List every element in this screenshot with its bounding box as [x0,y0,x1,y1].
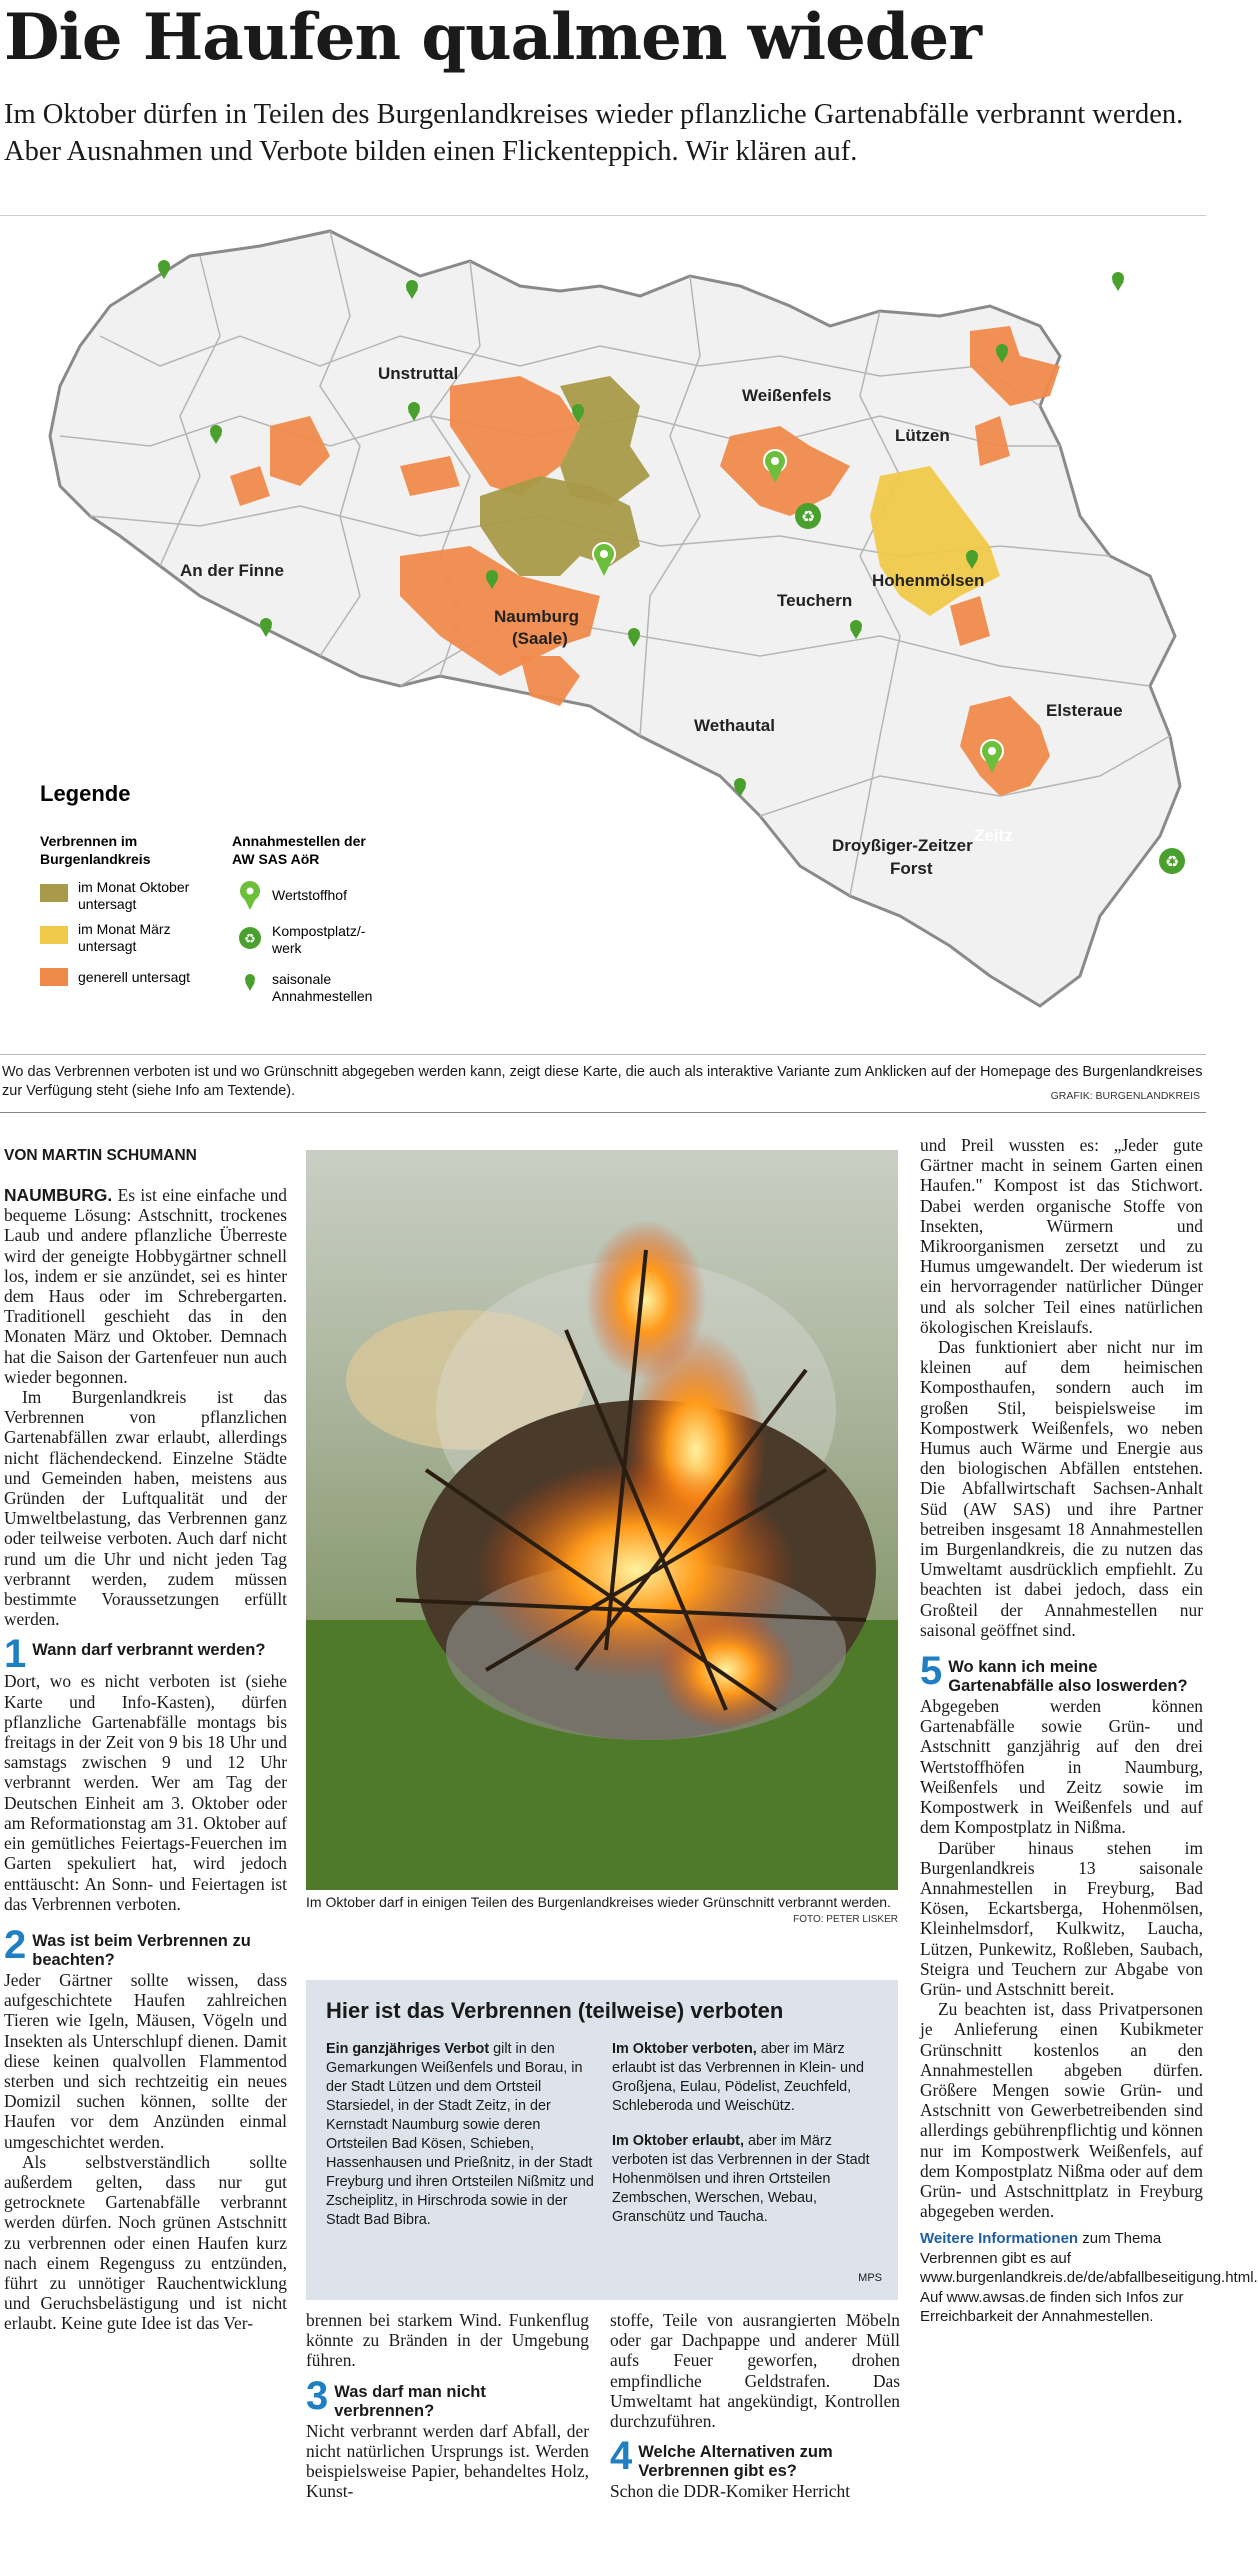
map-label: Droyßiger-Zeitzer [832,836,973,855]
legend-item-label: im Monat Oktober [78,879,190,895]
divider [0,1112,1206,1113]
column-1 [4,1185,287,2334]
bold-lead: Im Oktober erlaubt, [612,2133,744,2149]
map-label: Elsteraue [1046,701,1123,720]
further-info [920,2229,1258,2327]
svg-text:♻: ♻ [1164,852,1180,871]
legend-swatch-october [40,884,68,902]
paragraph-text: gilt in den Gemarkungen Weißenfels und Borau, in der Stadt Lützen und dem Ortsteil Starsiedel, in der Stadt Zeitz, in der Kernstadt Naumburg sowie deren Ortsteilen Bad Kösen, Schieben, Hassenhausen und Prießnitz, in der Stadt Freyburg und ihren Ortsteilen Nißmitz und Zscheiplitz, in Hirschroda sowie in der Stadt Bad Bibra. [326,2041,594,2228]
further-info-label: Weitere Informationen [920,2230,1079,2248]
map-label: Zeitz [974,826,1013,845]
question-text: Wann darf verbrannt werden? [32,1641,266,1660]
map-label: Unstruttal [378,364,459,383]
paragraph: Im Burgenlandkreis ist das Verbrennen von pflanzlichen Gartenabfällen zwar erlaubt, allerdings nicht flächendeckend. Einzelne Städte und Gemeinden haben, meistens aus Gründen der Luftqualität und der Umweltbelastung, das Verbrennen ganz oder teilweise verboten. Auch darf nicht rund um die Uhr und nicht jeden Tag verbrannt werden, zudem müssen bestimmte Voraussetzungen erfüllt werden. [4,1387,287,1630]
photo-caption: Im Oktober darf in einigen Teilen des Burgenlandkreises wieder Grünschnitt verbrannt werden. [306,1894,891,1910]
paragraph: Zu beachten ist, dass Privatpersonen je Anlieferung einen Kubikmeter Grünschnitt kostenlos an den Annahmestellen abgeben dürfen. Größere Mengen sowie Grün- und Astschnitt von Gewerbetreibenden sind allerdings gebührenpflichtig und können nur im Kompostwerk Weißenfels, auf dem Kompostplatz Nißma oder auf dem Grün- und Astschnittplatz in Freyburg abgegeben werden. [920,1999,1203,2222]
map-pin-icon [240,881,260,910]
small-pin-icon [245,974,255,991]
question-heading [4,1922,287,1970]
headline: Die Haufen qualmen wieder [4,0,981,75]
map-caption: Wo das Verbrennen verboten ist und wo Grünschnitt abgegeben werden kann, zeigt diese Karte, die auch als interaktive Variante zum Anklicken auf der Homepage des Burgenlandkreises zur Verfügung steht (siehe Info am Textende). [2,1064,1203,1099]
bold-lead: Im Oktober verboten, [612,2041,757,2057]
question-heading [920,1649,1203,1696]
info-box-right [612,2040,882,2243]
paragraph-text: aber im März verboten ist das Verbrennen in der Stadt Hohenmölsen und ihren Ortsteilen Zembschen, Werschen, Webau, Granschütz und Taucha. [612,2133,870,2225]
map-label: Wethautal [694,716,775,735]
paragraph: Als selbstverständlich sollte außerdem gelten, dass nur gut getrocknete Gartenabfälle verbrannt werden dürfen. Noch grünen Astschnitt zu verbrennen oder einen Haufen kurz nach einem Regenguss zu entzünden, führt zu unnötiger Rauchentwicklung und Geruchsbelästigung und ist nicht erlaubt. Keine gute Idee ist das Ver- [4,2151,287,2334]
map-graphic [0,216,1206,1056]
question-heading [306,2373,589,2421]
paragraph [612,2040,882,2116]
recycle-icon [795,503,821,529]
legend-item-label: Wertstoffhof [272,887,347,903]
column-4 [920,1135,1258,2327]
svg-text:♻: ♻ [244,932,256,947]
small-pin-icon [1112,272,1124,291]
paragraph: Jeder Gärtner sollte wissen, dass aufgeschichtete Haufen zahlreichen Tieren wie Igeln, Mäusen, Vögeln und Insekten als Unterschlupf dienen. Damit diese keinen qualvollen Flammentod sterben und sich rechtzeitig ein neues Domizil suchen können, sollte der Haufen vor dem Anzünden einmal umgeschichtet werden. [4,1969,287,2152]
photo-credit: FOTO: PETER LISKER [793,1914,898,1925]
question-number: 2 [4,1922,27,1967]
paragraph [612,2132,882,2227]
legend-item-label: Annahmestellen [272,988,373,1004]
legend-item-label: untersagt [78,896,137,912]
map-label: An der Finne [180,561,284,580]
legend-item-label: saisonale [272,971,332,987]
dateline: NAUMBURG. [4,1185,113,1205]
question-number: 1 [4,1632,27,1677]
question-text: Welche Alternativen zum Verbrennen gibt es? [638,2443,833,2481]
question-text: Wo kann ich meine Gartenabfälle also loswerden? [948,1658,1188,1696]
paragraph: stoffe, Teile von ausrangierten Möbeln oder gar Dachpappe und anderer Müll aufs Feuer geworfen, drohen empfindliche Geldstrafen. Das Umweltamt hat angekündigt, Kontrollen durchzuführen. [610,2310,900,2432]
map-label: Hohenmölsen [872,571,985,590]
legend-right-title: Annahmestellen der [232,833,366,849]
recycle-icon [1159,848,1185,874]
map-legend [40,781,372,1004]
bold-lead: Ein ganzjähriges Verbot [326,2041,490,2057]
paragraph: Schon die DDR-Komiker Herricht [610,2481,851,2502]
question-heading [610,2434,900,2481]
question-text: Was ist beim Verbrennen zu beachten? [32,1931,251,1969]
paragraph: und Preil wussten es: „Jeder gute Gärtner macht in seinem Garten einen Haufen." Kompost ist das Stichwort. Dabei werden organische Stoffe von Insekten, Würmern und Mikroorganismen zersetzt und zu Humus umgewandelt. Der wiederum ist ein hervorragender natürlicher Dünger und als solcher Teil eines natürlichen ökologischen Kreislaufs. [920,1135,1203,1337]
deck: Im Oktober dürfen in Teilen des Burgenlandkreises wieder pflanzliche Gartenabfälle verbrannt werden. Aber Ausnahmen und Verbote bilden einen Flickenteppich. Wir klären auf. [4,99,1184,167]
paragraph: Abgegeben werden können Gartenabfälle sowie Grün- und Astschnitt ganzjährig auf den drei Wertstoffhöfen in Naumburg, Weißenfels und Zeitz sowie im Kompostwerk in Weißenfels und auf dem Kompostplatz in Nißma. [920,1696,1203,1838]
legend-swatch-march [40,926,68,944]
byline: VON MARTIN SCHUMANN [4,1147,197,1164]
legend-right-title: AW SAS AöR [232,851,320,867]
bonfire-photo [306,1150,898,1890]
paragraph: Das funktioniert aber nicht nur im kleinen auf dem heimischen Komposthaufen, sondern auch im großen Stil, beispielsweise im Kompostwerk Weißenfels, wo neben Humus auch Wärme und Energie aus den biologischen Abfällen entstehen. Die Abfallwirtschaft Sachsen-Anhalt Süd (AW SAS) und ihre Partner betreiben insgesamt 18 Annahmestellen im Burgenlandkreis, die zu nutzen das Umweltamt ausdrücklich empfiehlt. Zu beachten ist dabei jedoch, dass ein Großteil der Annahmestellen nur saisonal geöffnet sind. [920,1337,1203,1640]
district-map [0,215,1206,1055]
paragraph [326,2040,598,2230]
question-heading [4,1632,287,1677]
paragraph: Darüber hinaus stehen im Burgenlandkreis 13 saisonale Annahmestellen in Freyburg, Bad Kösen, Eckartsberga, Hohenmölsen, Kleinhelmsdorf, Kulkwitz, Laucha, Lützen, Punkewitz, Roßleben, Saubach, Steigra und Teuchern zur Abgabe von Grün- und Astschnitt bereit. [920,1837,1203,1999]
paragraph-text: Es ist eine einfache und bequeme Lösung: Astschnitt, trockenes Laub und andere pflanzliche Überreste wird der geneigte Hobbygärtner schnell los, indem er sie anzündet, sei es hinter dem Haus oder im Schrebergarten. Traditionell geschieht das in den Monaten März und Oktober. Demnach hat die Saison der Gartenfeuer nun auch wieder begonnen. [4,1185,287,1387]
legend-item-label: generell untersagt [78,969,191,985]
paragraph-text: aber im März erlaubt ist das Verbrennen in Klein- und Großjena, Eulau, Pödelist, Zeuchfeld, Schleberoda und Weischütz. [612,2041,864,2114]
svg-text:♻: ♻ [800,507,816,526]
question-number: 5 [920,1649,943,1694]
map-label: Naumburg [494,607,579,626]
legend-item-label: im Monat März [78,921,171,937]
legend-left-title: Verbrennen im [40,833,138,849]
legend-swatch-general [40,968,68,986]
map-label: Weißenfels [742,386,832,405]
map-label: Lützen [895,426,950,445]
paragraph [4,1185,287,1387]
info-box-title: Hier ist das Verbrennen (teilweise) verboten [326,1998,784,2023]
paragraph: Nicht verbrannt werden darf Abfall, der nicht natürlichen Ursprungs ist. Werden beispielsweise Papier, behandeltes Holz, Kunst- [306,2420,589,2502]
question-number: 3 [306,2373,329,2418]
recycle-icon [239,927,261,949]
column-2-bottom [306,2310,589,2501]
map-credit: GRAFIK: BURGENLANDKREIS [1050,1090,1200,1102]
legend-item-label: Kompostplatz/- [272,923,366,939]
legend-item-label: werk [272,940,302,956]
question-text: Was darf man nicht verbrennen? [334,2382,486,2420]
map-label: Teuchern [777,591,853,610]
legend-left-title: Burgenlandkreis [40,851,151,867]
small-pin-icon [260,618,272,637]
info-box-left [326,2040,598,2246]
author-initials: MPS [858,2272,882,2284]
question-number: 4 [610,2434,633,2479]
paragraph: brennen bei starkem Wind. Funkenflug könnte zu Bränden in der Umgebung führen. [306,2310,589,2371]
legend-item-label: untersagt [78,938,137,954]
paragraph: Dort, wo es nicht verboten ist (siehe Karte und Info-Kasten), dürfen pflanzliche Gartenabfälle montags bis freitags in der Zeit von 9 bis 18 Uhr und samstags zwischen 9 und 12 Uhr verbrannt werden. Wer am Tag der Deutschen Einheit am 3. Oktober oder am Reformationstag am 31. Oktober auf ein gemütliches Feiertags-Feuerchen im Garten spekuliert hat, wird jedoch enttäuscht: An Sonn- und Feiertagen ist das Verbrennen verboten. [4,1671,287,1914]
map-label: Forst [890,859,933,878]
bonfire-image [306,1150,898,1890]
info-box [306,1980,898,2300]
further-info-text[interactable]: zum Thema Verbrennen gibt es auf www.burgenlandkreis.de/de/abfallbeseitigung.html. Auf www.awsas.de finden sich Infos zur Erreichbarkeit der Annahmestellen. [920,2230,1258,2326]
legend-title: Legende [40,781,131,806]
column-3-bottom [610,2310,900,2501]
map-label: (Saale) [512,629,568,648]
